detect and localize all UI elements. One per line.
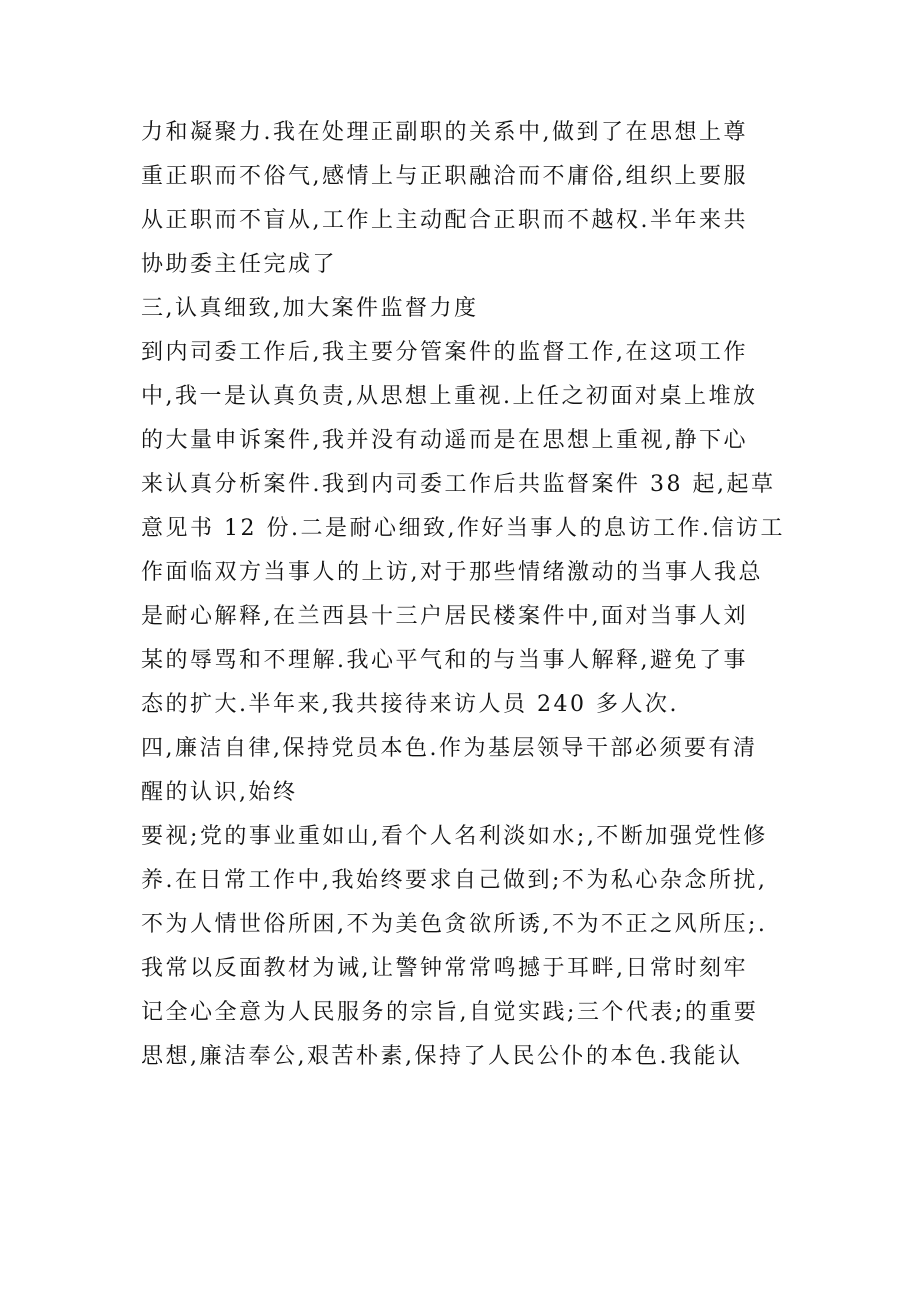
text-line: 记全心全意为人民服务的宗旨,自觉实践;三个代表;的重要 — [141, 1000, 759, 1025]
section-heading-4: 四,廉洁自律,保持党员本色.作为基层领导干部必须要有清 — [141, 736, 758, 761]
text-line: 思想,廉洁奉公,艰苦朴素,保持了人民公仆的本色.我能认 — [141, 1044, 743, 1069]
text-line: 作面临双方当事人的上访,对于那些情绪激动的当事人我总 — [141, 560, 763, 585]
text-line: 养.在日常工作中,我始终要求自己做到;不为私心杂念所扰, — [141, 868, 768, 893]
text-line: 中,我一是认真负责,从思想上重视.上任之初面对桌上堆放 — [141, 384, 758, 409]
text-line: 态的扩大.半年来,我共接待来访人员 240 多人次. — [141, 692, 679, 717]
text-line: 的大量申诉案件,我并没有动遥而是在思想上重视,静下心 — [141, 428, 748, 453]
section-heading-3: 三,认真细致,加大案件监督力度 — [141, 296, 479, 321]
text-line: 到内司委工作后,我主要分管案件的监督工作,在这项工作 — [141, 340, 748, 365]
text-line: 从正职而不盲从,工作上主动配合正职而不越权.半年来共 — [141, 208, 748, 233]
text-line: 要视;党的事业重如山,看个人名利淡如水;,不断加强党性修 — [141, 824, 768, 849]
text-line: 醒的认识,始终 — [141, 780, 298, 805]
text-line: 是耐心解释,在兰西县十三户居民楼案件中,面对当事人刘 — [141, 604, 748, 629]
text-line: 协助委主任完成了 — [141, 252, 338, 277]
text-line: 力和凝聚力.我在处理正副职的关系中,做到了在思想上尊 — [141, 120, 748, 145]
text-line: 重正职而不俗气,感情上与正职融洽而不庸俗,组织上要服 — [141, 164, 748, 189]
text-line: 不为人情世俗所困,不为美色贪欲所诱,不为不正之风所压;. — [141, 912, 768, 937]
text-line: 来认真分析案件.我到内司委工作后共监督案件 38 起,起草 — [141, 472, 776, 497]
body-text — [141, 111, 791, 1079]
text-line: 某的辱骂和不理解.我心平气和的与当事人解释,避免了事 — [141, 648, 748, 673]
text-line: 意见书 12 份.二是耐心细致,作好当事人的息访工作.信访工 — [141, 516, 785, 541]
text-line: 我常以反面教材为诫,让警钟常常鸣撼于耳畔,日常时刻牢 — [141, 956, 748, 981]
